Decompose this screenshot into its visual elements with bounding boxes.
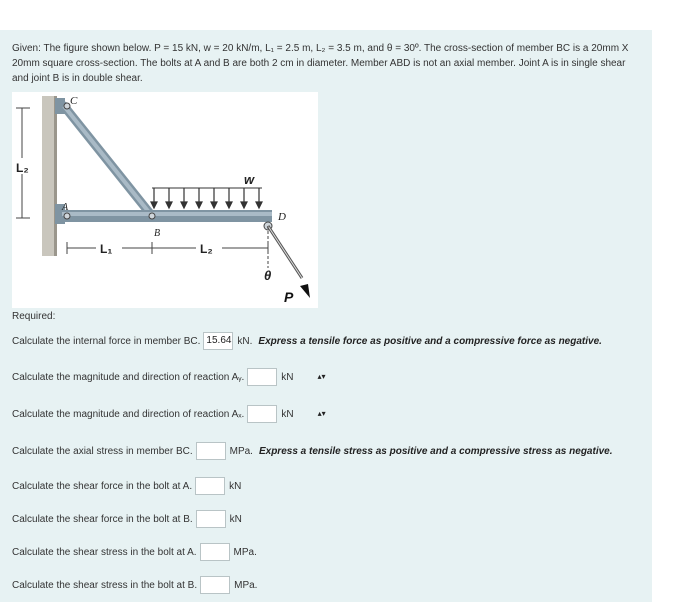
label-w: w — [244, 172, 255, 187]
question-7 — [12, 543, 261, 561]
question-8 — [12, 576, 261, 594]
answer-bc-force-input[interactable]: 15.64 — [203, 332, 233, 350]
question-3-text: Calculate the magnitude and direction of reaction Aₓ. — [12, 408, 245, 420]
question-2 — [12, 368, 326, 386]
answer-shear-force-a-input[interactable] — [195, 477, 225, 495]
question-7-text: Calculate the shear stress in the bolt at A. — [12, 546, 197, 558]
question-2-unit: kN — [281, 371, 294, 383]
distributed-load — [151, 188, 262, 208]
label-c: C — [70, 95, 78, 107]
question-2-text: Calculate the magnitude and direction of reaction Aᵧ. — [12, 371, 245, 383]
question-3-unit: kN — [281, 408, 294, 420]
question-8-text: Calculate the shear stress in the bolt at B. — [12, 579, 198, 591]
question-3 — [12, 405, 326, 423]
label-theta: θ — [264, 268, 272, 283]
answer-ay-input[interactable] — [247, 368, 277, 386]
ay-direction-spinner-icon[interactable]: ▴▾ — [317, 372, 326, 381]
label-l1: L₁ — [100, 242, 113, 256]
label-b: B — [154, 228, 161, 239]
question-6 — [12, 510, 246, 528]
answer-shear-stress-a-input[interactable] — [200, 543, 230, 561]
question-6-unit: kN — [229, 513, 242, 525]
required-heading: Required: — [12, 311, 56, 322]
answer-shear-stress-b-input[interactable] — [200, 576, 230, 594]
pin-b — [149, 213, 155, 219]
wall — [42, 96, 54, 256]
question-1-note: Express a tensile force as positive and a compressive force as negative. — [258, 335, 602, 347]
question-7-unit: MPa. — [233, 546, 257, 558]
question-4-unit: MPa. — [229, 445, 253, 457]
answer-shear-force-b-input[interactable] — [196, 510, 226, 528]
label-d: D — [278, 211, 286, 223]
label-a: A — [62, 202, 69, 213]
truss-diagram — [12, 92, 318, 308]
question-6-text: Calculate the shear force in the bolt at B. — [12, 513, 193, 525]
problem-figure — [12, 92, 318, 308]
pin-a — [64, 213, 70, 219]
answer-ax-input[interactable] — [247, 405, 277, 423]
question-5-unit: kN — [229, 480, 242, 492]
question-1-unit: kN. — [237, 335, 253, 347]
label-l2-horizontal: L₂ — [200, 242, 213, 256]
question-5-text: Calculate the shear force in the bolt at A. — [12, 480, 193, 492]
ax-direction-spinner-icon[interactable]: ▴▾ — [317, 409, 326, 418]
question-1-text: Calculate the internal force in member BC. — [12, 335, 201, 347]
question-5 — [12, 477, 245, 495]
question-4-text: Calculate the axial stress in member BC. — [12, 445, 193, 457]
label-p: P — [284, 289, 294, 305]
given-statement: Given: The figure shown below. P = 15 kN, w = 20 kN/m, L₁ = 2.5 m, L₂ = 3.5 m, and θ = 30º. The cross-section of member BC is a 20mm X 20mm square cross-section. The bolts at A and B are both 2 cm in diameter. Member ABD is not an axial member. Joint A is in single shear and joint B is in double shear. — [12, 43, 629, 84]
question-1 — [12, 332, 602, 350]
question-4-note: Express a tensile stress as positive and a compressive stress as negative. — [258, 445, 613, 457]
label-l2-vertical: L₂ — [16, 161, 29, 175]
question-4 — [12, 442, 613, 460]
force-p-arrow — [300, 284, 310, 298]
question-8-unit: MPa. — [234, 579, 258, 591]
answer-bc-stress-input[interactable] — [196, 442, 226, 460]
